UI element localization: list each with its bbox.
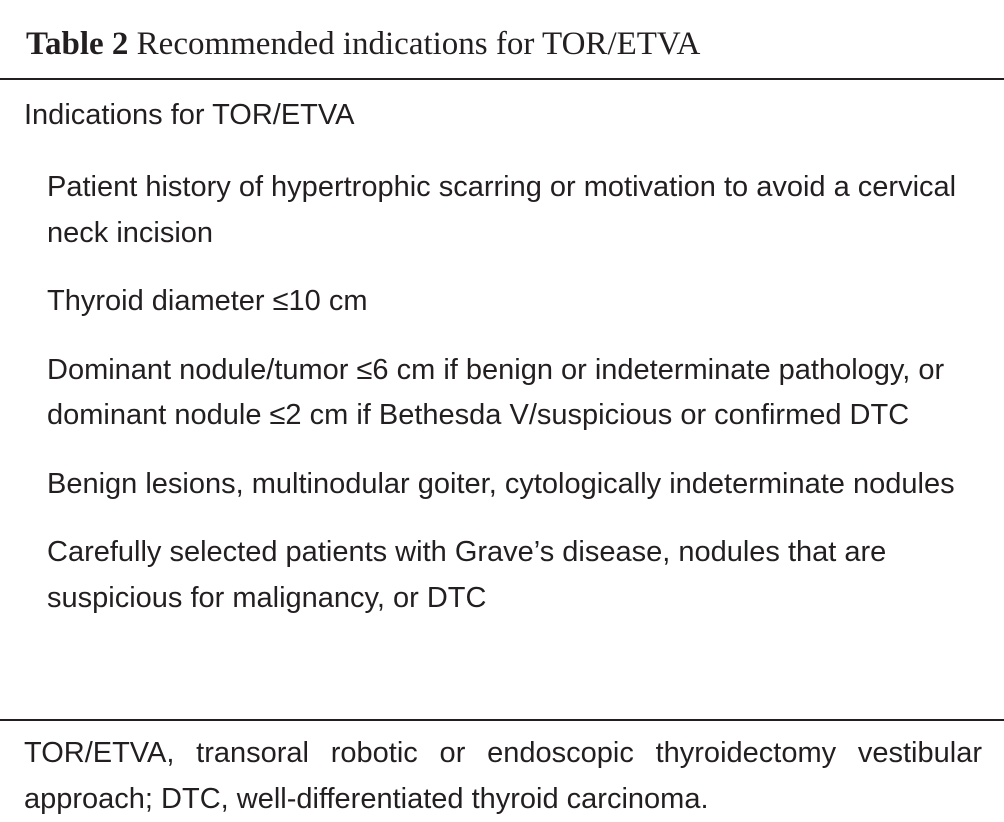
indication-item: Benign lesions, multinodular goiter, cytologically indeterminate nodules [47,467,955,500]
indication-item: Carefully selected patients with Grave’s disease, nodules that are suspicious for malignancy, or DTC [47,536,887,614]
indication-item: Thyroid diameter ≤10 cm [47,285,368,317]
table-footnote: TOR/ETVA, transoral robotic or endoscopic thyroidectomy vestibular approach; DTC, well-differentiated thyroid carcinoma. [24,737,982,815]
indication-item: Patient history of hypertrophic scarring or motivation to avoid a cervical neck incision [47,171,957,249]
table-caption [26,22,986,66]
indication-list [47,165,992,644]
indication-item: Dominant nodule/tumor ≤6 cm if benign or indeterminate pathology, or dominant nodule ≤2 cm if Bethesda V/suspicious or confirmed DTC [47,353,945,431]
table-caption-title: Recommended indications for TOR/ETVA [136,26,701,62]
table-caption-label: Table 2 [26,26,129,62]
table-bottom-rule [0,719,1004,721]
table-section-heading: Indications for TOR/ETVA [24,99,355,131]
table-top-rule [0,78,1004,80]
